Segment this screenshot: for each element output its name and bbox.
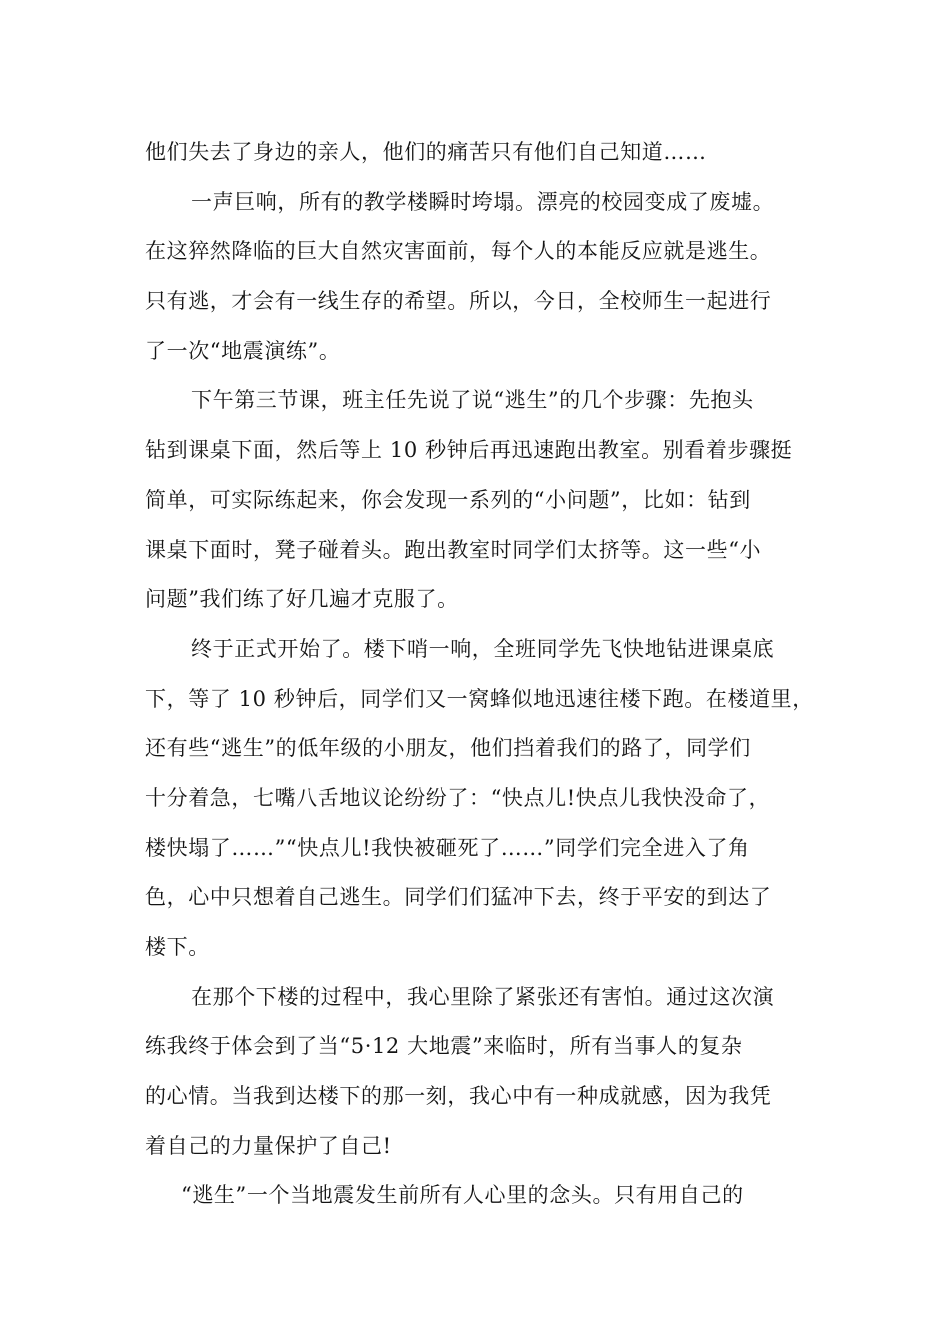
- paragraph-start-line: “逃生”一个当地震发生前所有人心里的念头。只有用自己的: [181, 1183, 744, 1208]
- text-line: 色，心中只想着自己逃生。同学们们猛冲下去，终于平安的到达了: [145, 885, 772, 910]
- text-line: 着自己的力量保护了自己!: [145, 1133, 392, 1158]
- text-line: 的心情。当我到达楼下的那一刻，我心中有一种成就感，因为我凭: [145, 1084, 772, 1109]
- text-line: 只有逃，才会有一线生存的希望。所以，今日，全校师生一起进行: [145, 289, 772, 314]
- text-line: 问题”我们练了好几遍才克服了。: [145, 587, 459, 612]
- text-line: 钻到课桌下面，然后等上 10 秒钟后再迅速跑出教室。别看着步骤挺: [145, 438, 793, 463]
- essay-body: [145, 128, 825, 1221]
- text-line: 练我终于体会到了当“5·12 大地震”来临时，所有当事人的复杂: [145, 1034, 743, 1059]
- text-line: 还有些“逃生”的低年级的小朋友，他们挡着我们的路了，同学们: [145, 736, 751, 761]
- paragraph-start-line: 下午第三节课，班主任先说了说“逃生”的几个步骤：先抱头: [191, 388, 754, 413]
- text-line: 简单，可实际练起来，你会发现一系列的“小问题”，比如：钻到: [145, 487, 751, 512]
- paragraph-start-line: 终于正式开始了。楼下哨一响，全班同学先飞快地钻进课桌底: [191, 636, 775, 661]
- text-line: 课桌下面时，凳子碰着头。跑出教室时同学们太挤等。这一些“小: [145, 537, 762, 562]
- paragraph-start-line: 一声巨响，所有的教学楼瞬时垮塌。漂亮的校园变成了废墟。: [191, 189, 775, 214]
- text-line: 十分着急，七嘴八舌地议论纷纷了：“快点儿!快点儿我快没命了，: [145, 785, 771, 810]
- text-line: 下，等了 10 秒钟后，同学们又一窝蜂似地迅速往楼下跑。在楼道里，: [145, 686, 814, 711]
- text-line: 他们失去了身边的亲人，他们的痛苦只有他们自己知道……: [145, 140, 707, 164]
- paragraph-start-line: 在那个下楼的过程中，我心里除了紧张还有害怕。通过这次演: [191, 984, 775, 1009]
- text-line: 楼下。: [145, 935, 210, 959]
- text-line: 在这猝然降临的巨大自然灾害面前，每个人的本能反应就是逃生。: [145, 239, 772, 264]
- text-line: 了一次“地震演练”。: [145, 338, 341, 363]
- text-line: 楼快塌了……”“快点儿!我快被砸死了……”同学们完全进入了角: [145, 835, 750, 860]
